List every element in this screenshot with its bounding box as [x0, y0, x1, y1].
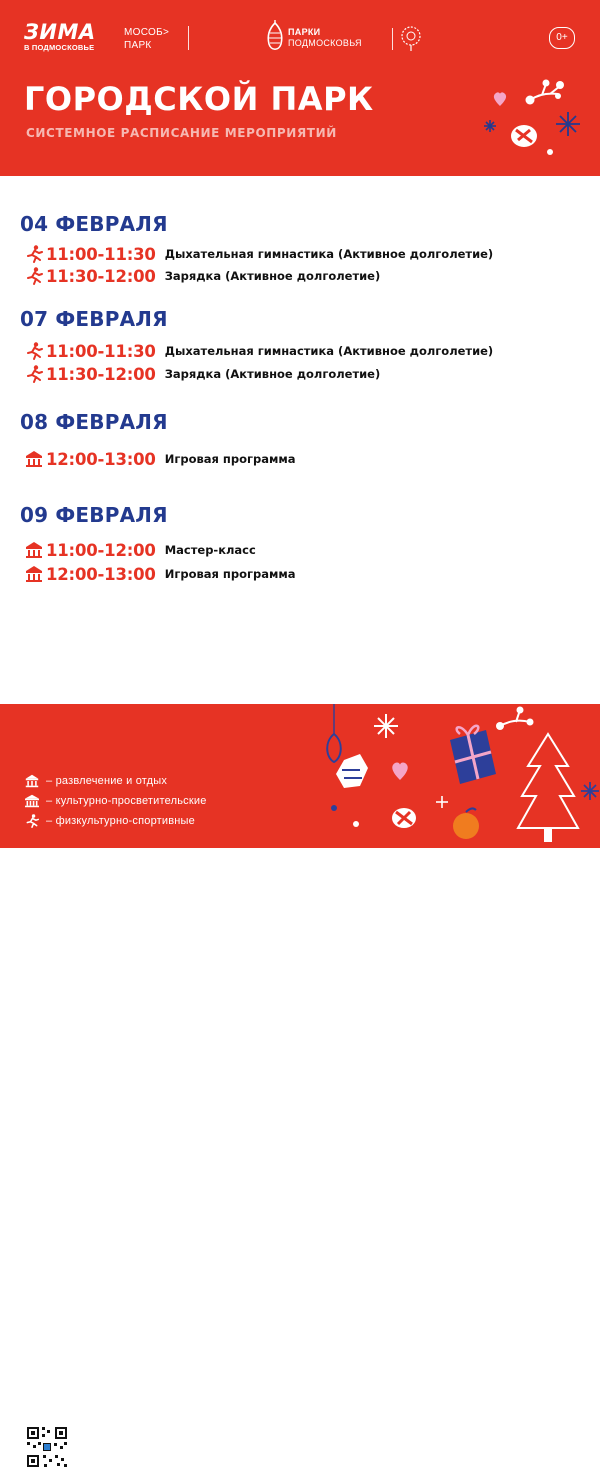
event-name: Игровая программа [164, 452, 296, 466]
pinecone-icon [264, 20, 286, 56]
runner-icon [24, 365, 44, 383]
schedule-event-row [24, 341, 493, 361]
heart-icon [494, 92, 506, 106]
legend-item-sports [24, 814, 195, 828]
schedule-event-row [24, 540, 256, 560]
christmas-tree-icon [518, 734, 578, 842]
christmas-ornament-icon [327, 704, 341, 762]
event-time: 11:00-11:30 [46, 244, 156, 264]
logo-mosoblpark [124, 26, 169, 52]
event-name: Дыхательная гимнастика (Активное долголетие) [164, 247, 494, 261]
carousel-icon [24, 541, 44, 559]
berry-branch-icon [526, 80, 565, 105]
snowflake-icon [374, 714, 398, 738]
info-line1: Подробности [78, 1428, 146, 1440]
page-subtitle: СИСТЕМНОЕ РАСПИСАНИЕ МЕРОПРИЯТИЙ [26, 126, 337, 140]
berry-branch-icon [496, 707, 534, 731]
day-heading: 09 ФЕВРАЛЯ [20, 503, 168, 527]
event-name: Зарядка (Активное долголетие) [164, 269, 381, 283]
schedule-event-row [24, 449, 296, 469]
gift-box-icon [450, 726, 496, 784]
event-name: Мастер-класс [164, 543, 256, 557]
qr-code-icon [24, 1424, 70, 1470]
event-name: Игровая программа [164, 567, 296, 581]
logo-zima-text: ЗИМА [24, 20, 96, 44]
carousel-icon [24, 565, 44, 583]
header-banner [0, 0, 600, 176]
snowflake-icon [581, 782, 599, 800]
divider [392, 28, 393, 50]
schedule-event-row [24, 364, 380, 384]
carousel-icon [24, 774, 40, 788]
footer-banner [0, 704, 600, 1468]
heart-icon [392, 762, 407, 780]
event-name: Дыхательная гимнастика (Активное долголетие) [164, 344, 494, 358]
schedule-event-row [24, 266, 380, 286]
museum-icon [24, 794, 40, 808]
legend-item-cultural [24, 794, 207, 808]
legend-label: – физкультурно-спортивные [46, 815, 195, 827]
winter-decor [480, 70, 600, 170]
info-text [78, 1427, 189, 1469]
snow-dot-icon [331, 805, 337, 811]
logo-zima-subtext: В ПОДМОСКОВЬЕ [24, 43, 95, 52]
runner-icon [24, 267, 44, 285]
logo-parki-line2: ПОДМОСКОВЬЯ [288, 38, 362, 48]
logo-mosobl-line1: МОСОБ> [124, 27, 170, 38]
orange-icon [453, 808, 479, 839]
event-name: Зарядка (Активное долголетие) [164, 367, 381, 381]
ornament-ball-icon [336, 754, 368, 788]
snow-dot-icon [547, 149, 553, 155]
divider [188, 26, 189, 50]
event-time: 11:30-12:00 [46, 266, 156, 286]
event-time: 11:00-11:30 [46, 341, 156, 361]
logo-parki-line1: ПАРКИ [288, 27, 321, 37]
qr-code[interactable] [24, 1424, 70, 1470]
logo-mosobl-line2: ПАРК [124, 40, 152, 51]
logo-parki-podmoskovya [264, 20, 424, 56]
logo-zima [24, 22, 96, 52]
runner-icon [24, 342, 44, 360]
legend-label: – культурно-просветительские [46, 795, 207, 807]
event-time: 12:00-13:00 [46, 449, 156, 469]
event-time: 11:00-12:00 [46, 540, 156, 560]
small-star-icon [436, 796, 448, 808]
info-line2[interactable]: на welcome.mosreg.ru [78, 1442, 190, 1454]
event-time: 11:30-12:00 [46, 364, 156, 384]
page-title: ГОРОДСКОЙ ПАРК [24, 80, 374, 118]
winter-decor-footer-left [320, 704, 440, 848]
schedule-event-row [24, 564, 296, 584]
event-time: 12:00-13:00 [46, 564, 156, 584]
carousel-icon [24, 450, 44, 468]
mitten-icon [392, 808, 416, 828]
info-line3: и в Telegram-канале [78, 1456, 181, 1468]
snow-dot-icon [353, 821, 359, 827]
schedule-event-row [24, 244, 493, 264]
runner-icon [24, 245, 44, 263]
winter-decor-footer-right [430, 704, 600, 848]
park-emblem-icon [398, 23, 424, 53]
legend-item-entertainment [24, 774, 167, 788]
mitten-icon [511, 125, 537, 147]
small-star-icon [484, 120, 496, 132]
age-rating-badge: 0+ [549, 27, 575, 49]
day-heading: 07 ФЕВРАЛЯ [20, 307, 168, 331]
snowflake-icon [556, 112, 580, 136]
legend-label: – развлечение и отдых [46, 775, 168, 787]
runner-icon [24, 814, 40, 828]
day-heading: 08 ФЕВРАЛЯ [20, 410, 168, 434]
day-heading: 04 ФЕВРАЛЯ [20, 212, 168, 236]
